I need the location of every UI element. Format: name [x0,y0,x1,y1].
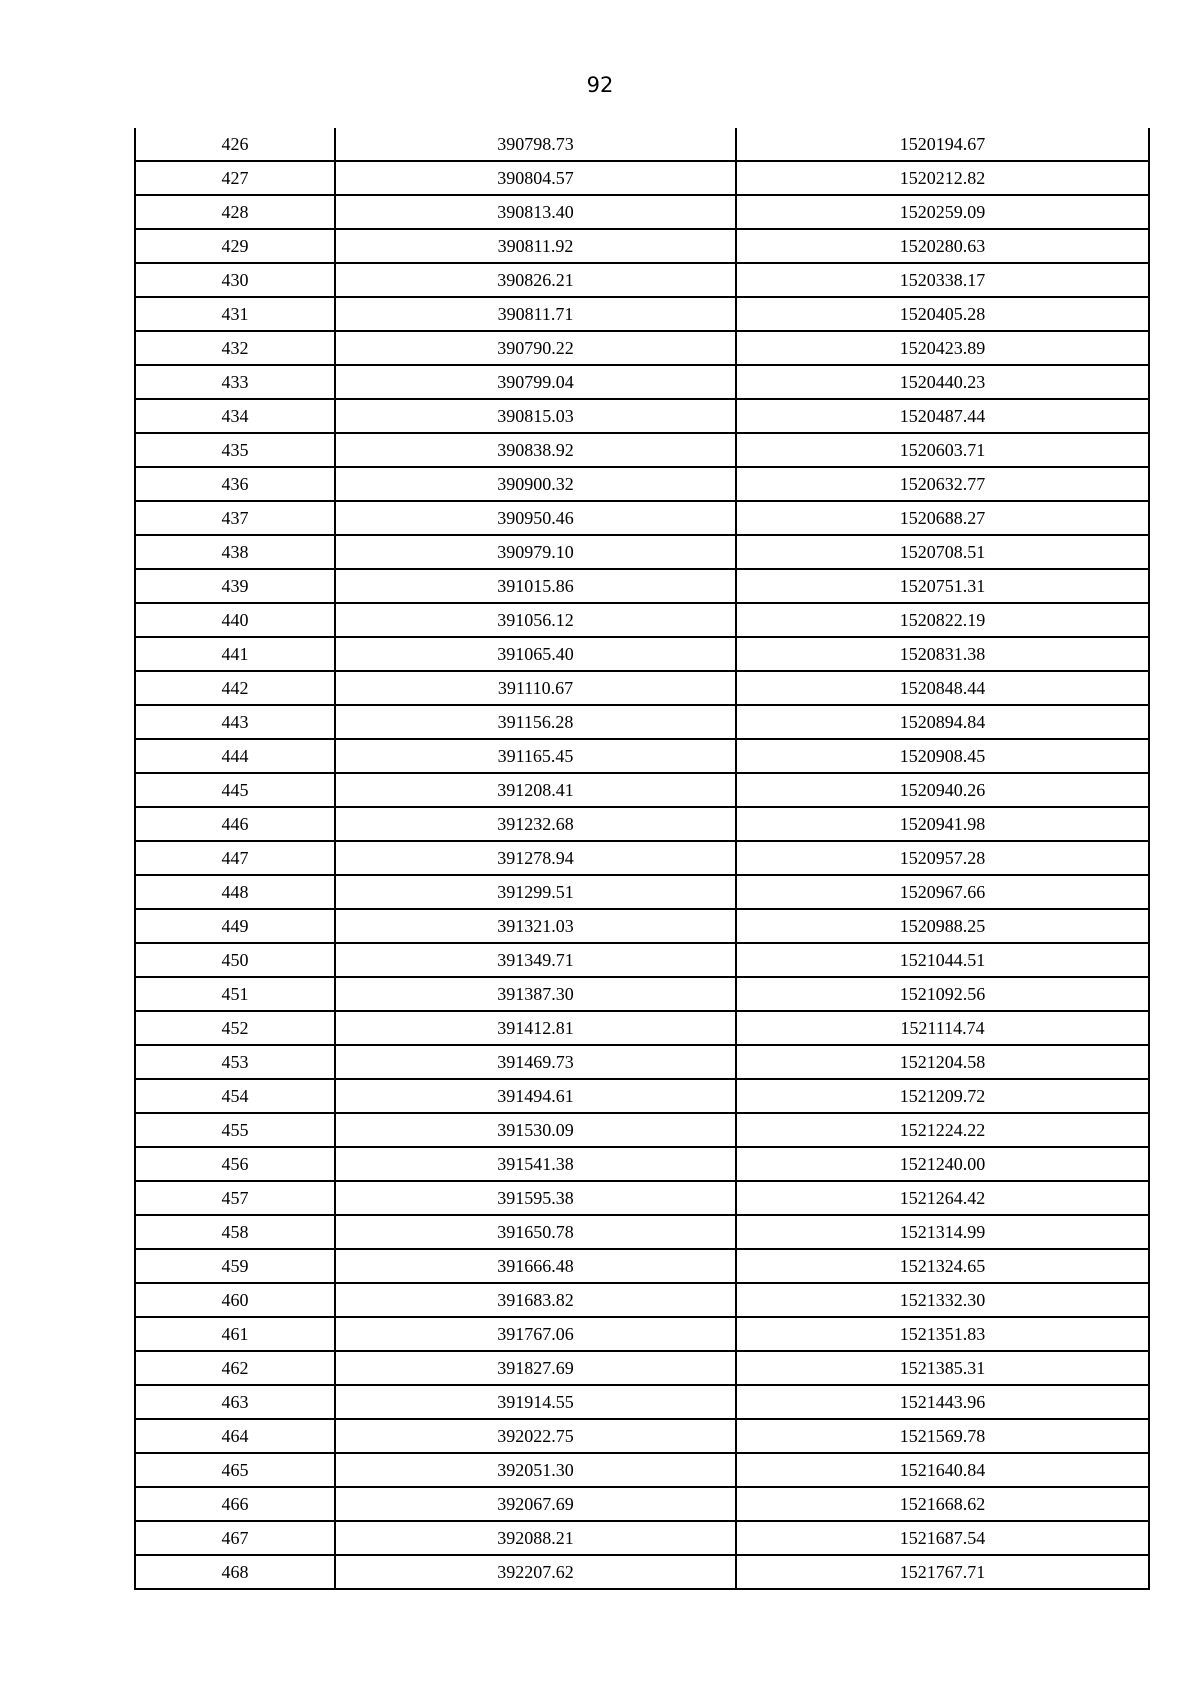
y-coordinate-cell: 1520423.89 [736,331,1149,365]
y-coordinate-cell: 1520259.09 [736,195,1149,229]
y-coordinate-cell: 1520908.45 [736,739,1149,773]
table-row [135,501,1149,535]
point-number-cell: 449 [135,909,335,943]
table-row [135,1011,1149,1045]
x-coordinate-cell: 391232.68 [335,807,736,841]
x-coordinate-cell: 391349.71 [335,943,736,977]
y-coordinate-cell: 1521092.56 [736,977,1149,1011]
x-coordinate-cell: 390813.40 [335,195,736,229]
x-coordinate-cell: 391156.28 [335,705,736,739]
table-row [135,433,1149,467]
table-row [135,195,1149,229]
point-number-cell: 450 [135,943,335,977]
y-coordinate-cell: 1521332.30 [736,1283,1149,1317]
point-number-cell: 446 [135,807,335,841]
table-row [135,229,1149,263]
point-number-cell: 464 [135,1419,335,1453]
table-row [135,569,1149,603]
point-number-cell: 440 [135,603,335,637]
x-coordinate-cell: 392051.30 [335,1453,736,1487]
y-coordinate-cell: 1521204.58 [736,1045,1149,1079]
x-coordinate-cell: 392022.75 [335,1419,736,1453]
x-coordinate-cell: 391412.81 [335,1011,736,1045]
y-coordinate-cell: 1521385.31 [736,1351,1149,1385]
coordinate-table [134,128,1150,1590]
table-row [135,1419,1149,1453]
table-row [135,739,1149,773]
point-number-cell: 436 [135,467,335,501]
table-row [135,1453,1149,1487]
point-number-cell: 453 [135,1045,335,1079]
point-number-cell: 438 [135,535,335,569]
point-number-cell: 427 [135,161,335,195]
point-number-cell: 429 [135,229,335,263]
x-coordinate-cell: 391015.86 [335,569,736,603]
y-coordinate-cell: 1520338.17 [736,263,1149,297]
point-number-cell: 460 [135,1283,335,1317]
y-coordinate-cell: 1520822.19 [736,603,1149,637]
x-coordinate-cell: 391767.06 [335,1317,736,1351]
x-coordinate-cell: 391650.78 [335,1215,736,1249]
point-number-cell: 445 [135,773,335,807]
point-number-cell: 468 [135,1555,335,1589]
y-coordinate-cell: 1521264.42 [736,1181,1149,1215]
x-coordinate-cell: 392088.21 [335,1521,736,1555]
x-coordinate-cell: 391530.09 [335,1113,736,1147]
point-number-cell: 466 [135,1487,335,1521]
x-coordinate-cell: 391208.41 [335,773,736,807]
point-number-cell: 451 [135,977,335,1011]
y-coordinate-cell: 1520967.66 [736,875,1149,909]
table-row [135,1487,1149,1521]
y-coordinate-cell: 1521351.83 [736,1317,1149,1351]
y-coordinate-cell: 1520751.31 [736,569,1149,603]
y-coordinate-cell: 1520280.63 [736,229,1149,263]
point-number-cell: 458 [135,1215,335,1249]
table-row [135,263,1149,297]
y-coordinate-cell: 1521767.71 [736,1555,1149,1589]
point-number-cell: 426 [135,128,335,161]
point-number-cell: 439 [135,569,335,603]
table-row [135,1317,1149,1351]
point-number-cell: 463 [135,1385,335,1419]
x-coordinate-cell: 390799.04 [335,365,736,399]
point-number-cell: 434 [135,399,335,433]
point-number-cell: 448 [135,875,335,909]
page-number: 92 [586,73,614,97]
point-number-cell: 454 [135,1079,335,1113]
point-number-cell: 441 [135,637,335,671]
point-number-cell: 461 [135,1317,335,1351]
y-coordinate-cell: 1520632.77 [736,467,1149,501]
y-coordinate-cell: 1520894.84 [736,705,1149,739]
x-coordinate-cell: 392067.69 [335,1487,736,1521]
table-row [135,1385,1149,1419]
y-coordinate-cell: 1520941.98 [736,807,1149,841]
point-number-cell: 443 [135,705,335,739]
table-row [135,705,1149,739]
table-row [135,875,1149,909]
point-number-cell: 428 [135,195,335,229]
x-coordinate-cell: 390790.22 [335,331,736,365]
point-number-cell: 465 [135,1453,335,1487]
y-coordinate-cell: 1521443.96 [736,1385,1149,1419]
table-row [135,1351,1149,1385]
point-number-cell: 452 [135,1011,335,1045]
table-row [135,1215,1149,1249]
point-number-cell: 444 [135,739,335,773]
y-coordinate-cell: 1521569.78 [736,1419,1149,1453]
table-row [135,399,1149,433]
x-coordinate-cell: 391110.67 [335,671,736,705]
table-row [135,841,1149,875]
x-coordinate-cell: 391321.03 [335,909,736,943]
table-row [135,1147,1149,1181]
y-coordinate-cell: 1520194.67 [736,128,1149,161]
x-coordinate-cell: 390826.21 [335,263,736,297]
x-coordinate-cell: 391494.61 [335,1079,736,1113]
point-number-cell: 442 [135,671,335,705]
point-number-cell: 456 [135,1147,335,1181]
x-coordinate-cell: 391299.51 [335,875,736,909]
x-coordinate-cell: 390815.03 [335,399,736,433]
x-coordinate-cell: 391683.82 [335,1283,736,1317]
x-coordinate-cell: 391387.30 [335,977,736,1011]
point-number-cell: 462 [135,1351,335,1385]
point-number-cell: 437 [135,501,335,535]
y-coordinate-cell: 1521240.00 [736,1147,1149,1181]
point-number-cell: 447 [135,841,335,875]
point-number-cell: 435 [135,433,335,467]
x-coordinate-cell: 391165.45 [335,739,736,773]
y-coordinate-cell: 1520848.44 [736,671,1149,705]
y-coordinate-cell: 1520831.38 [736,637,1149,671]
point-number-cell: 457 [135,1181,335,1215]
y-coordinate-cell: 1520440.23 [736,365,1149,399]
y-coordinate-cell: 1520405.28 [736,297,1149,331]
y-coordinate-cell: 1520940.26 [736,773,1149,807]
x-coordinate-cell: 390900.32 [335,467,736,501]
point-number-cell: 430 [135,263,335,297]
x-coordinate-cell: 391278.94 [335,841,736,875]
table-row [135,1045,1149,1079]
y-coordinate-cell: 1520688.27 [736,501,1149,535]
table-row [135,331,1149,365]
point-number-cell: 455 [135,1113,335,1147]
table-row [135,807,1149,841]
x-coordinate-cell: 390979.10 [335,535,736,569]
y-coordinate-cell: 1520957.28 [736,841,1149,875]
x-coordinate-cell: 391827.69 [335,1351,736,1385]
table-row [135,128,1149,161]
table-row [135,161,1149,195]
x-coordinate-cell: 390950.46 [335,501,736,535]
y-coordinate-cell: 1520212.82 [736,161,1149,195]
x-coordinate-cell: 391595.38 [335,1181,736,1215]
y-coordinate-cell: 1521224.22 [736,1113,1149,1147]
y-coordinate-cell: 1521314.99 [736,1215,1149,1249]
y-coordinate-cell: 1521687.54 [736,1521,1149,1555]
table-row [135,297,1149,331]
table-row [135,1079,1149,1113]
table-row [135,977,1149,1011]
y-coordinate-cell: 1521324.65 [736,1249,1149,1283]
y-coordinate-cell: 1521640.84 [736,1453,1149,1487]
x-coordinate-cell: 391056.12 [335,603,736,637]
x-coordinate-cell: 390811.92 [335,229,736,263]
point-number-cell: 467 [135,1521,335,1555]
x-coordinate-cell: 391469.73 [335,1045,736,1079]
x-coordinate-cell: 391666.48 [335,1249,736,1283]
table-row [135,909,1149,943]
y-coordinate-cell: 1521668.62 [736,1487,1149,1521]
table-row [135,773,1149,807]
table-row [135,671,1149,705]
table-row [135,943,1149,977]
y-coordinate-cell: 1520603.71 [736,433,1149,467]
point-number-cell: 433 [135,365,335,399]
table-row [135,637,1149,671]
point-number-cell: 432 [135,331,335,365]
x-coordinate-cell: 390798.73 [335,128,736,161]
x-coordinate-cell: 392207.62 [335,1555,736,1589]
x-coordinate-cell: 391541.38 [335,1147,736,1181]
point-number-cell: 459 [135,1249,335,1283]
table-row [135,467,1149,501]
y-coordinate-cell: 1520708.51 [736,535,1149,569]
x-coordinate-cell: 391914.55 [335,1385,736,1419]
table-row [135,1249,1149,1283]
x-coordinate-cell: 390838.92 [335,433,736,467]
table-row [135,365,1149,399]
y-coordinate-cell: 1521209.72 [736,1079,1149,1113]
point-number-cell: 431 [135,297,335,331]
y-coordinate-cell: 1520487.44 [736,399,1149,433]
table-body [135,128,1149,1589]
table-row [135,603,1149,637]
x-coordinate-cell: 390804.57 [335,161,736,195]
table-row [135,1521,1149,1555]
y-coordinate-cell: 1521044.51 [736,943,1149,977]
table-row [135,1555,1149,1589]
table-row [135,1113,1149,1147]
x-coordinate-cell: 390811.71 [335,297,736,331]
x-coordinate-cell: 391065.40 [335,637,736,671]
table-row [135,535,1149,569]
table-row [135,1283,1149,1317]
y-coordinate-cell: 1520988.25 [736,909,1149,943]
y-coordinate-cell: 1521114.74 [736,1011,1149,1045]
table-row [135,1181,1149,1215]
